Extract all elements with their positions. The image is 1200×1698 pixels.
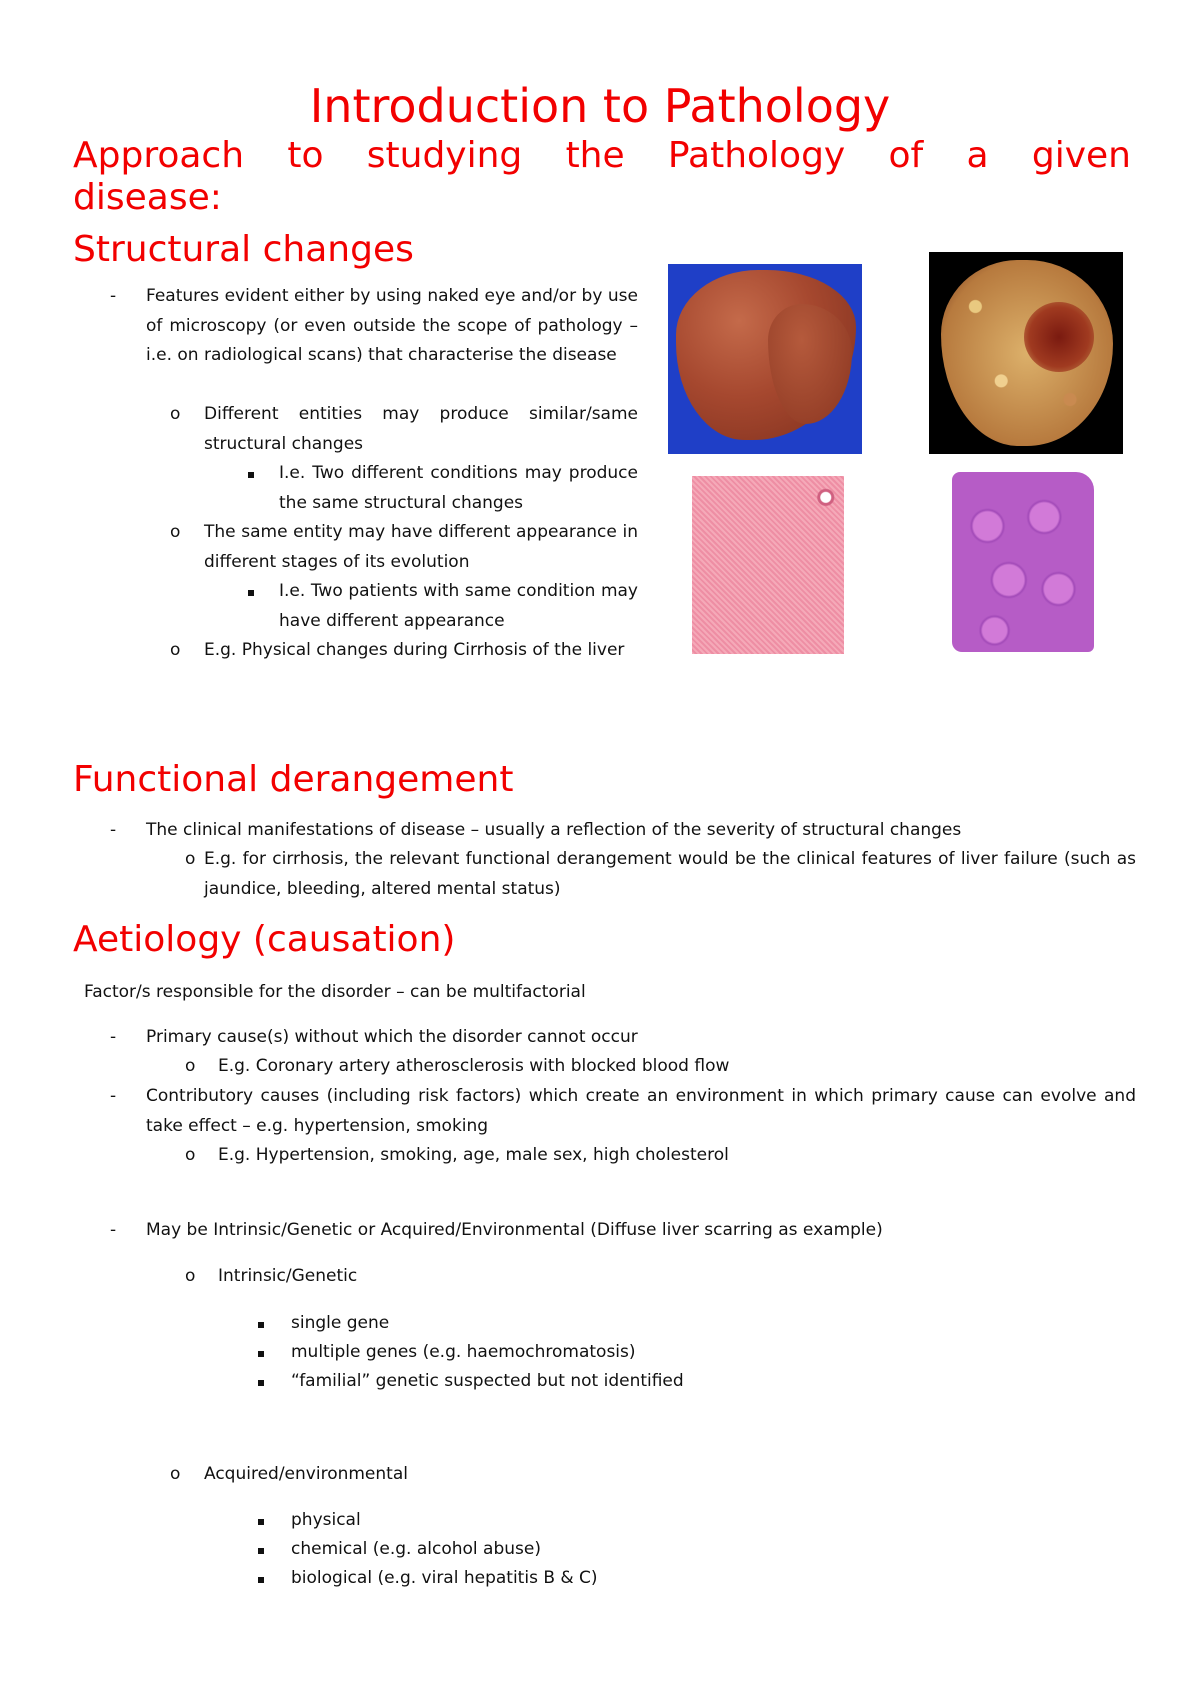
- normal-liver-gross-image: [668, 264, 862, 454]
- cirrhotic-liver-histology-image: [948, 468, 1098, 656]
- circle-marker: o: [185, 1056, 196, 1076]
- structural-sub-1-detail: I.e. Two different conditions may produce the same structural changes: [279, 463, 638, 513]
- square-bullet: [258, 1577, 264, 1583]
- circle-marker: o: [170, 522, 181, 542]
- circle-marker: o: [170, 1464, 181, 1484]
- aetiology-heading: Aetiology (causation): [73, 919, 456, 960]
- square-bullet: [258, 1519, 264, 1525]
- acquired-item: biological (e.g. viral hepatitis B & C): [291, 1568, 598, 1588]
- approach-heading-line1: Approach to studying the Pathology of a given: [73, 135, 1131, 176]
- functional-sub-1: E.g. for cirrhosis, the relevant functional derangement would be the clinical features of liver failure (such as jaundice, bleeding, altered mental status): [204, 849, 1136, 899]
- square-bullet: [248, 472, 254, 478]
- square-bullet: [248, 590, 254, 596]
- aetiology-contributory-example: E.g. Hypertension, smoking, age, male sex, high cholesterol: [218, 1145, 729, 1165]
- square-bullet: [258, 1548, 264, 1554]
- acquired-item: chemical (e.g. alcohol abuse): [291, 1539, 541, 1559]
- functional-heading: Functional derangement: [73, 759, 514, 800]
- normal-liver-histology-image: [692, 476, 844, 654]
- acquired-item: physical: [291, 1510, 361, 1530]
- circle-marker: o: [170, 404, 181, 424]
- square-bullet: [258, 1351, 264, 1357]
- aetiology-primary-example: E.g. Coronary artery atherosclerosis with blocked blood flow: [218, 1056, 730, 1076]
- dash-marker: -: [110, 1086, 117, 1106]
- square-bullet: [258, 1380, 264, 1386]
- intrinsic-item: single gene: [291, 1313, 390, 1333]
- circle-marker: o: [170, 640, 181, 660]
- aetiology-intro: Factor/s responsible for the disorder – can be multifactorial: [84, 982, 586, 1002]
- circle-marker: o: [185, 1266, 196, 1286]
- intrinsic-genetic-label: Intrinsic/Genetic: [218, 1266, 358, 1286]
- intrinsic-item: multiple genes (e.g. haemochromatosis): [291, 1342, 636, 1362]
- dash-marker: -: [110, 286, 117, 306]
- aetiology-primary: Primary cause(s) without which the disorder cannot occur: [146, 1027, 638, 1047]
- aetiology-may-be: May be Intrinsic/Genetic or Acquired/Environmental (Diffuse liver scarring as example): [146, 1220, 883, 1240]
- structural-sub-3: E.g. Physical changes during Cirrhosis of the liver: [204, 640, 625, 660]
- square-bullet: [258, 1322, 264, 1328]
- intrinsic-item: “familial” genetic suspected but not identified: [291, 1371, 684, 1391]
- cirrhotic-liver-gross-image: [929, 252, 1123, 454]
- circle-marker: o: [185, 1145, 196, 1165]
- structural-sub-1: Different entities may produce similar/same structural changes: [204, 404, 638, 454]
- dash-marker: -: [110, 1027, 117, 1047]
- acquired-environmental-label: Acquired/environmental: [204, 1464, 408, 1484]
- structural-sub-2: The same entity may have different appearance in different stages of its evolution: [204, 522, 638, 572]
- functional-bullet-1: The clinical manifestations of disease – usually a reflection of the severity of structural changes: [146, 820, 962, 840]
- approach-heading-line2: disease:: [73, 177, 222, 218]
- page-title: Introduction to Pathology: [309, 79, 891, 133]
- structural-bullet-1: Features evident either by using naked eye and/or by use of microscopy (or even outside the scope of pathology – i.e. on radiological scans) that characterise the disease: [146, 286, 638, 365]
- structural-heading: Structural changes: [73, 229, 414, 270]
- dash-marker: -: [110, 820, 117, 840]
- dash-marker: -: [110, 1220, 117, 1240]
- circle-marker: o: [185, 849, 196, 869]
- structural-sub-2-detail: I.e. Two patients with same condition may have different appearance: [279, 581, 638, 631]
- aetiology-contributory: Contributory causes (including risk factors) which create an environment in which primary cause can evolve and take effect – e.g. hypertension, smoking: [146, 1086, 1136, 1136]
